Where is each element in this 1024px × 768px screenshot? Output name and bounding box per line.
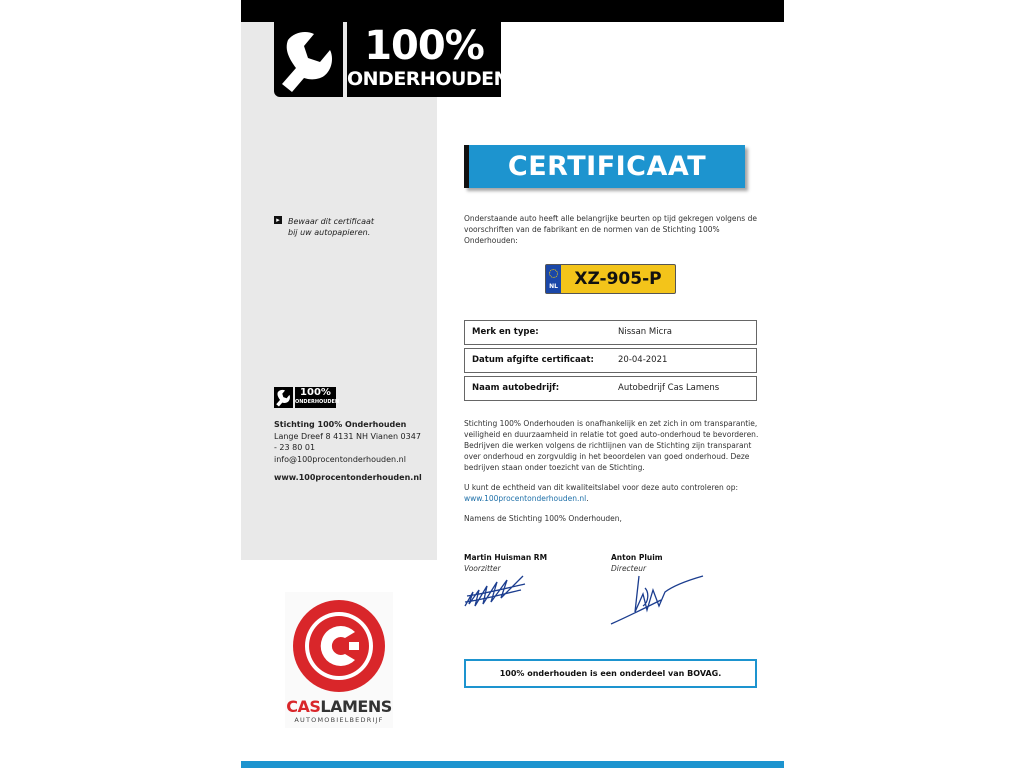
wrench-icon: [274, 387, 293, 408]
brand-logo-text: [347, 22, 510, 97]
verify-link[interactable]: www.100procentonderhouden.nl: [464, 494, 587, 503]
certificate-title: CERTIFICAAT: [507, 151, 707, 182]
license-plate: [545, 264, 676, 294]
plate-country: NL: [549, 283, 558, 290]
signer-name: Anton Pluim: [611, 553, 663, 562]
detail-value: 20-04-2021: [618, 355, 668, 365]
paragraph-signoff: Namens de Stichting 100% Onderhouden,: [464, 514, 622, 523]
top-bar: [241, 0, 784, 22]
signer-role: Directeur: [611, 564, 647, 573]
detail-row-dealer: [464, 376, 757, 401]
paragraph-foundation: Stichting 100% Onderhouden is onafhankelijk en zet zich in om transparantie, veiligheid en duurzaamheid in relatie tot goed auto-onderhoud te bevorderen. Bedrijven die werken volgens de richtlijnen van de Stichting zijn transparant over onderhoud en zorgvuldig in het beoordelen van goed onderhoud. Deze bedrijven staan onder toezicht van de Stichting.: [464, 419, 759, 472]
brand-onderhouden-text: ONDERHOUDEN: [347, 68, 510, 90]
bovag-notice: 100% onderhouden is een onderdeel van BOVAG.: [464, 659, 757, 688]
dealer-name-part1: CAS: [286, 697, 321, 716]
intro-text: Onderstaande auto heeft alle belangrijke beurten op tijd gekregen volgens de voorschriften van de fabrikant en de normen van de Stichting 100% Onderhouden:: [464, 214, 757, 245]
brand-logo: [274, 22, 510, 97]
verify-end: .: [586, 494, 589, 503]
signer-name: Martin Huisman RM: [464, 553, 548, 562]
wrench-icon: [274, 22, 343, 97]
brand-logo-small-text: [295, 387, 340, 408]
org-website[interactable]: www.100procentonderhouden.nl: [274, 473, 422, 482]
signature-chairman: [463, 572, 529, 612]
org-email[interactable]: info@100procentonderhouden.nl: [274, 454, 406, 464]
signer-director: [611, 552, 663, 574]
arrow-right-icon: ▸: [274, 216, 282, 224]
dealer-logo: [285, 592, 393, 728]
paragraph-verify: [464, 482, 760, 504]
signer-chairman: [464, 552, 547, 574]
organization-info: [274, 419, 424, 484]
detail-label: Merk en type:: [472, 327, 539, 337]
keep-note-line2: bij uw autopapieren.: [288, 228, 371, 237]
dealer-name-part2: LAMENS: [320, 697, 392, 716]
dealer-subtitle: AUTOMOBIELBEDRIJF: [294, 716, 384, 724]
certificate-banner: [464, 145, 745, 188]
plate-number: XZ-905-P: [574, 269, 662, 289]
brand-100-text: 100%: [364, 23, 484, 69]
verify-text: U kunt de echtheid van dit kwaliteitslabel voor deze auto controleren op:: [464, 483, 739, 492]
detail-label: Datum afgifte certificaat:: [472, 355, 594, 365]
org-address: Lange Dreef 8 4131 NH Vianen 0347 - 23 80 01: [274, 431, 421, 452]
dealer-name: [285, 697, 393, 716]
brand-small-100: 100%: [300, 387, 331, 398]
bottom-bar: [241, 761, 784, 768]
detail-value: Nissan Micra: [618, 327, 672, 337]
dealer-c-icon: [291, 598, 387, 694]
detail-row-date: [464, 348, 757, 373]
signature-director: [609, 572, 705, 628]
org-name: Stichting 100% Onderhouden: [274, 420, 407, 429]
detail-row-make: [464, 320, 757, 345]
keep-note-line1: Bewaar dit certificaat: [288, 217, 375, 226]
brand-small-onderhouden: ONDERHOUDEN: [295, 399, 340, 405]
signer-role: Voorzitter: [464, 564, 501, 573]
eu-flag-icon: [546, 265, 561, 293]
certificate-page: [241, 0, 784, 768]
brand-logo-small: [274, 387, 340, 408]
detail-value: Autobedrijf Cas Lamens: [618, 383, 720, 393]
detail-label: Naam autobedrijf:: [472, 383, 560, 393]
